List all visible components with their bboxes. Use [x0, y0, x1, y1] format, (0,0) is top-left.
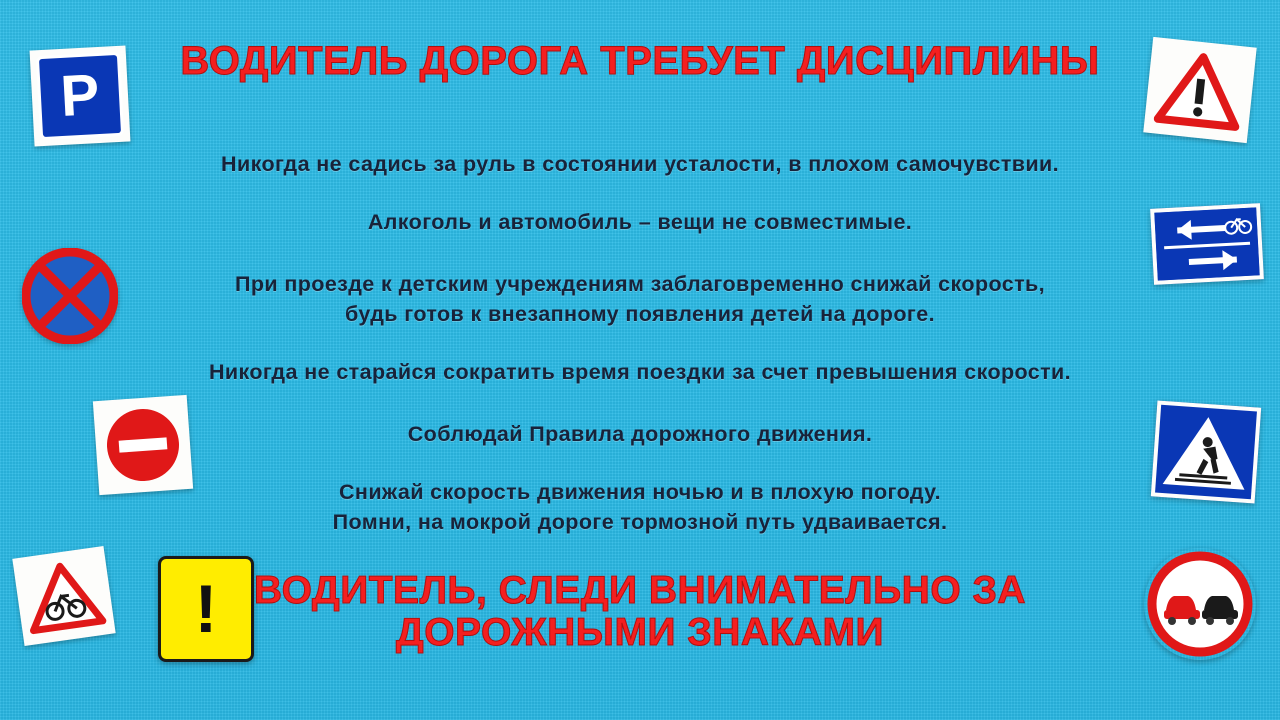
page-title: ВОДИТЕЛЬ ДОРОГА ТРЕБУЕТ ДИСЦИПЛИНЫ	[180, 39, 1100, 83]
bicycle-warning-sign-icon	[12, 546, 115, 646]
no-entry-sign-icon	[93, 395, 193, 495]
pedestrian-crossing-sign-icon	[1151, 400, 1261, 503]
advice-line-3b: будь готов к внезапному появления детей на дороге.	[345, 302, 935, 326]
advice-line-3a: При проезде к детским учреждениям заблаговременно снижай скорость,	[234, 272, 1046, 296]
exclamation-warning-sign-icon	[158, 556, 254, 662]
advice-line-6b: Помни, на мокрой дороге тормозной путь удваивается.	[332, 510, 948, 534]
advice-line-5: Соблюдай Правила дорожного движения.	[407, 422, 873, 446]
exclamation-mark: !	[194, 571, 218, 647]
no-overtaking-sign-icon	[1144, 548, 1256, 660]
bicycle-lane-direction-sign-icon	[1150, 203, 1264, 285]
advice-line-1: Никогда не садись за руль в состоянии усталости, в плохом самочувствии.	[221, 152, 1059, 176]
advice-line-2: Алкоголь и автомобиль – вещи не совместимые.	[367, 210, 913, 234]
no-stopping-sign-icon	[22, 248, 118, 344]
footer-title-line-2: ДОРОЖНЫМИ ЗНАКАМИ	[395, 611, 885, 655]
warning-triangle-sign-icon	[1143, 37, 1256, 143]
parking-sign-icon	[30, 46, 131, 147]
parking-sign-letter: P	[36, 52, 124, 140]
advice-line-4: Никогда не старайся сократить время поездки за счет превышения скорости.	[208, 360, 1072, 384]
footer-title-line-1: ВОДИТЕЛЬ, СЛЕДИ ВНИМАТЕЛЬНО ЗА	[253, 569, 1027, 612]
advice-line-6a: Снижай скорость движения ночью и в плохую погоду.	[339, 480, 941, 504]
